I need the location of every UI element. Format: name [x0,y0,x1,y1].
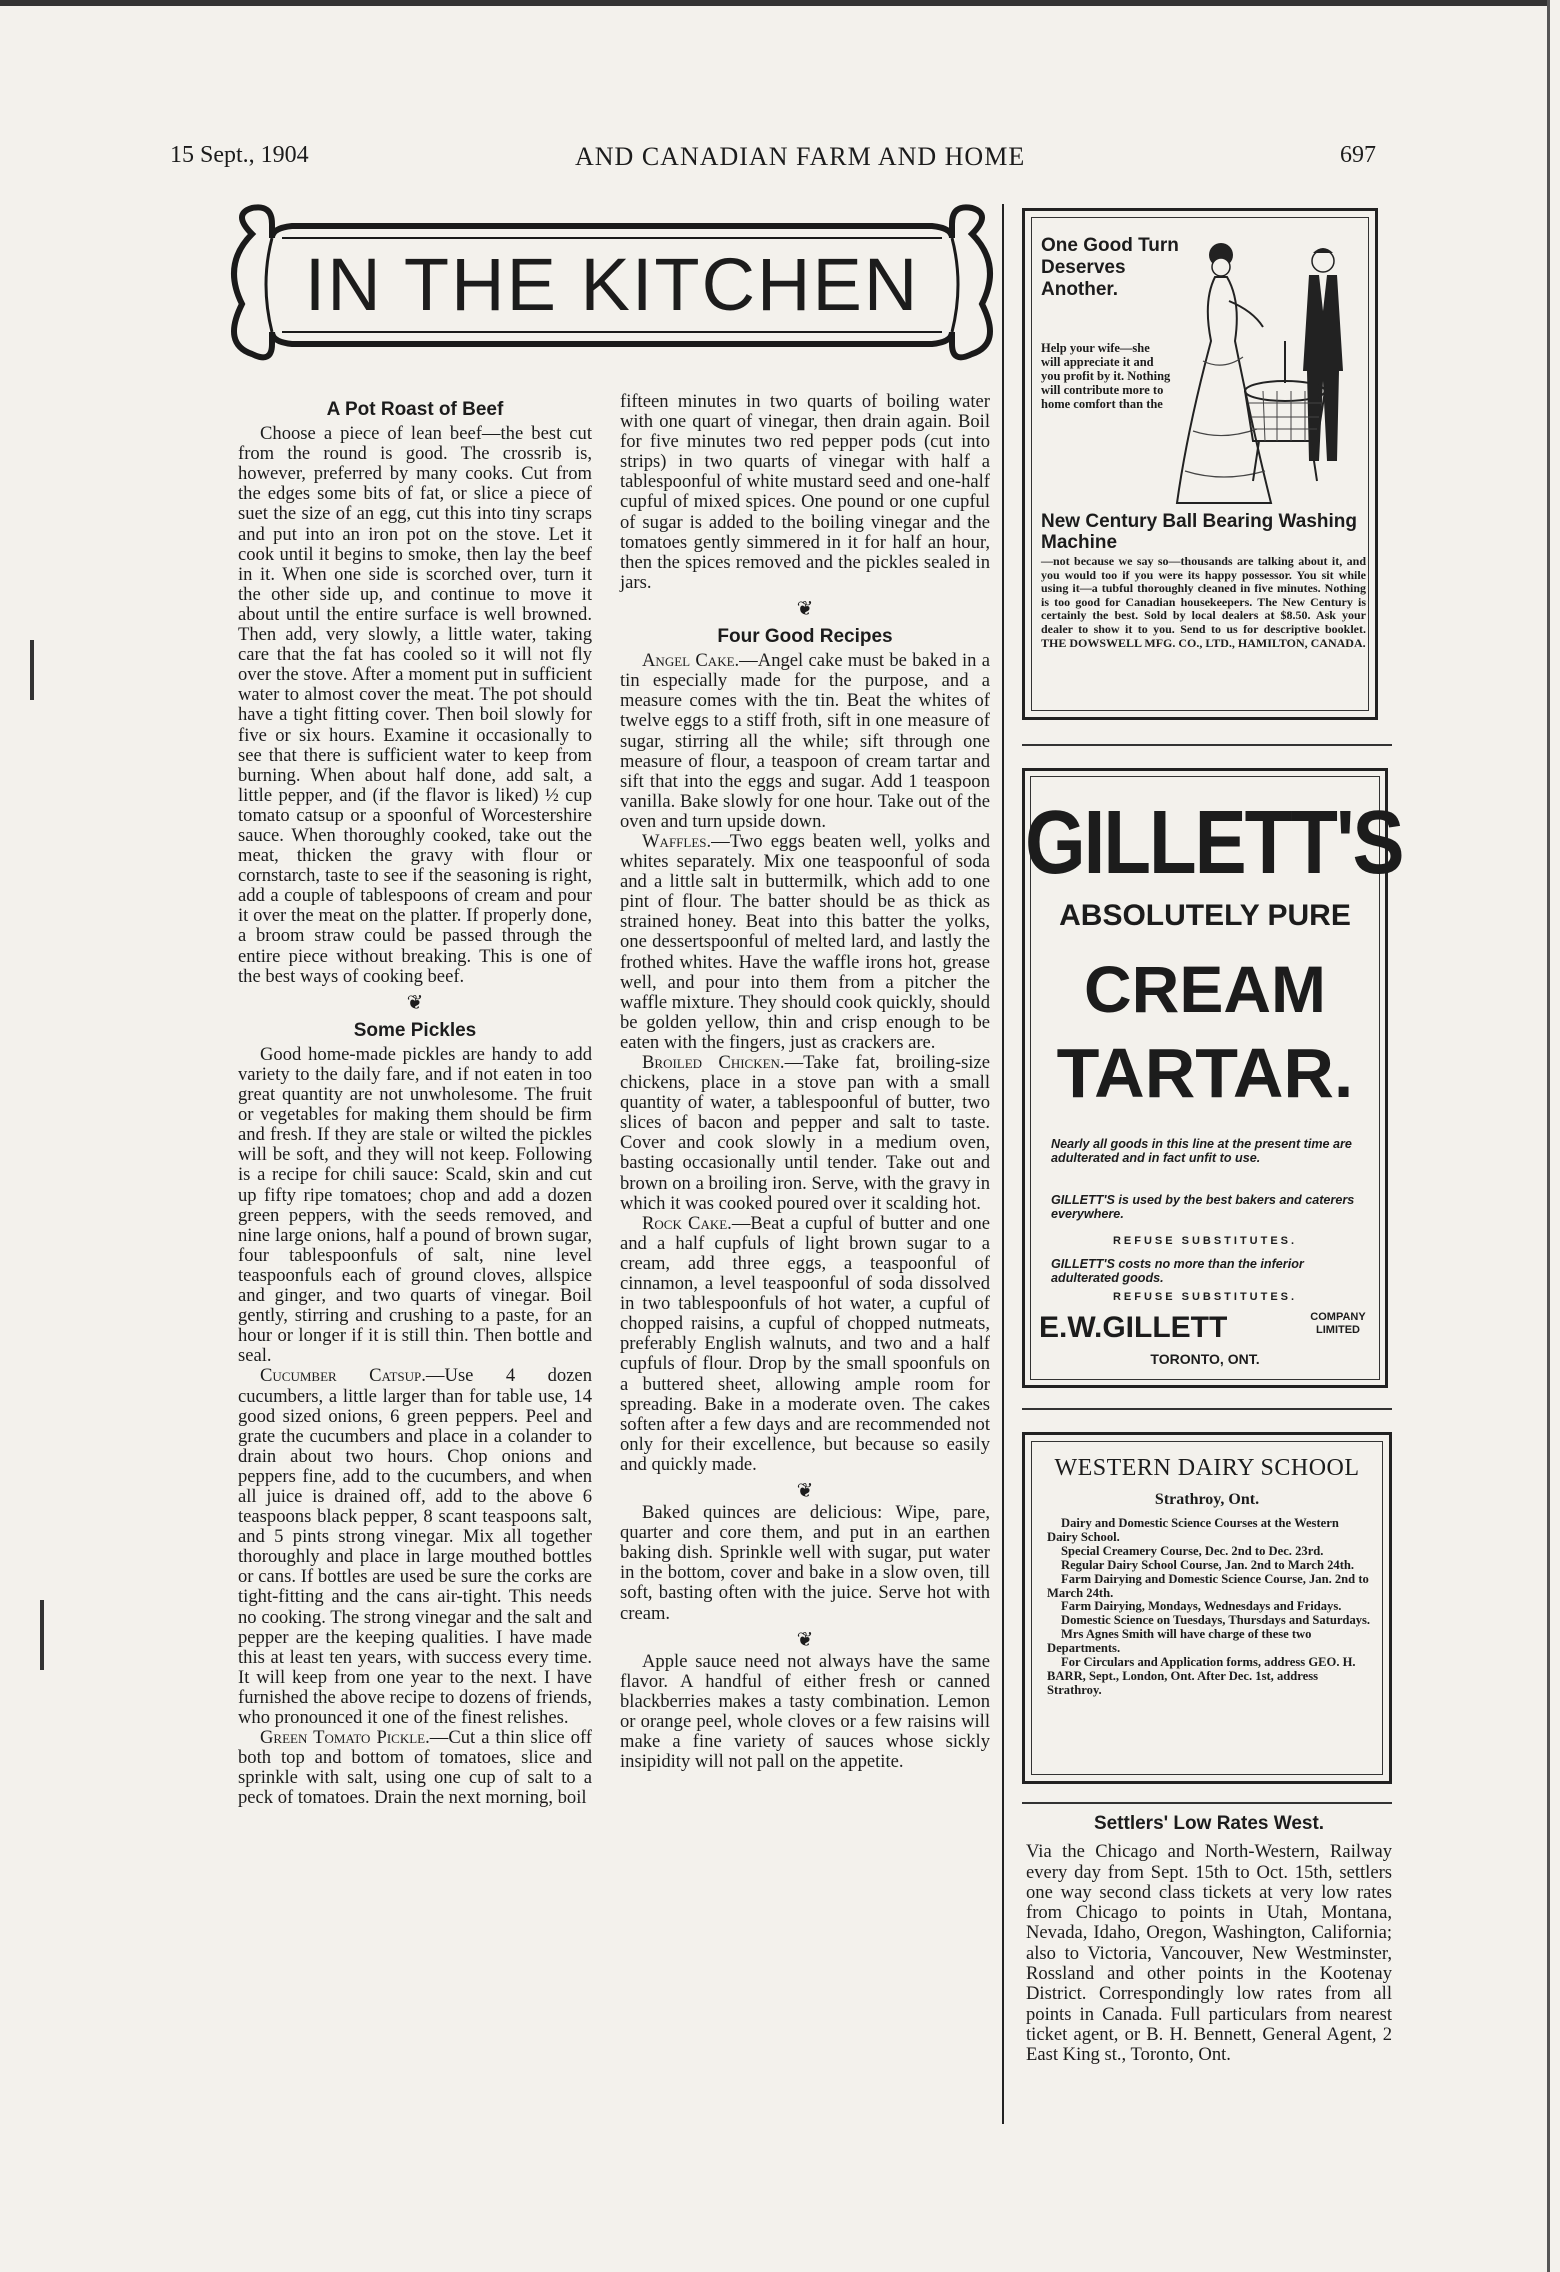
banner-title: IN THE KITCHEN [304,243,920,326]
product-name: New Century Ball Bearing Washing Machine [1041,511,1358,553]
ad-note-1: Nearly all goods in this line at the present time are adulterated and in fact unfit to use. [1051,1137,1352,1165]
top-edge [0,0,1548,6]
ad-intro: Help your wife—she will appreciate it and you profit by it. Nothing will contribute more to home comfort than the [1041,341,1171,411]
apple-sauce-text: Apple sauce need not always have the same flavor. A handful of either fresh or canned blackberries makes a tasty combination. Lemon or orange peel, whole cloves or a few raisins will make a fine variety of sauces whose sickly insipidity will not pall on the appetite. [620,1650,990,1773]
detail-line: Farm Dairying, Mondays, Wednesdays and Fridays. [1061,1599,1342,1614]
ornament-icon: ❦ [796,1479,814,1502]
company-limited: COMPANY LIMITED [1310,1311,1366,1336]
detail-line: Dairy and Domestic Science Courses at the Western Dairy School. [1047,1516,1339,1544]
ornament-icon: ❦ [796,597,814,620]
detail-line: Domestic Science on Tuesdays, Thursdays and Saturdays. [1061,1613,1371,1628]
school-details [1047,1517,1371,1698]
school-name: WESTERN DAIRY SCHOOL [1054,1455,1360,1481]
couple-washer-illustration [1173,231,1363,511]
broiled-chicken-label: Broiled Chicken. [642,1052,785,1073]
margin-mark [40,1600,44,1670]
waffles-paragraph [620,832,990,1053]
settlers-notice [1026,1814,1392,2066]
angel-cake-label: Angel Cake. [642,650,740,672]
detail-line: For Circulars and Application forms, address GEO. H. BARR, Sept., London, Ont. After Dec. 1st, address Strathroy. [1047,1655,1356,1697]
quinces-text: Baked quinces are delicious: Wipe, pare, quarter and core them, and put in an earthen baking dish. Sprinkle well with sugar, put water in the bottom, cover and bake in a slow oven, till soft, basting often with the juice. Serve hot with cream. [620,1502,990,1624]
heading-four-recipes: Four Good Recipes [717,626,893,648]
cucumber-catsup-paragraph [238,1366,592,1728]
dairy-school-ad [1022,1432,1392,1784]
product-line-cream: CREAM [1084,952,1326,1026]
broiled-chicken-paragraph [620,1053,990,1214]
detail-line: Special Creamery Course, Dec. 2nd to Dec. 23rd. [1061,1543,1324,1558]
green-tomato-paragraph [238,1728,592,1808]
broiled-chicken-text: —Take fat, broiling-size chickens, place in a stove pan with a small quantity of water, a tablespoonful of butter, two slices of bacon and pepper and salt to taste. Cover and cook slowly in a medium oven, basting occasionally until tender. Take out and brown on a broiling iron. Serve, with the gravy in which it was cooked poured over it scalding hot. [620,1052,990,1214]
ad-note-3: GILLETT'S costs no more than the inferior adulterated goods. [1051,1257,1304,1285]
gillett-ad [1022,768,1403,1388]
brand-name: GILLETT'S [1025,791,1403,893]
detail-line: Farm Dairying and Domestic Science Course, Jan. 2nd to March 24th. [1047,1571,1369,1600]
company-name: E.W.GILLETT [1039,1311,1228,1344]
cucumber-catsup-label: Cucumber Catsup. [260,1365,426,1387]
pot-roast-text: Choose a piece of lean beef—the best cut from the round is good. The crossrib is, however, preferred by many cooks. Cut from the edges some bits of fat, or slice a piece of suet the size of an egg, cut this into tiny scraps and put into an iron pot on the stove. Let it cook until it begins to smoke, then lay the beef in it. When one side is scorched over, turn it the other side up, and continue to move it about until the entire surface is well browned. Then add, very slowly, a little water, taking care that the fat has cooled so it will not fly over the stove. After a moment put in sufficient water to almost cover the meat. The pot should have a tight fitting cover. Then boil slowly for five or six hours. Examine it occasionally to see that there is sufficient water to keep from burning. When about half done, add salt, a little pepper, and (if the flavor is liked) ½ cup tomato catsup or a spoonful of Worcestershire sauce. When thoroughly cooked, take out the meat, thicken the gravy with flour or cornstarch, taste to see if the seasoning is right, add a couple of tablespoons of cream and pour it over the meat on the platter. If properly done, a broom straw could be passed through the entire piece without breaking. This is one of the best ways of cooking beef. [238,423,592,987]
margin-mark [30,640,34,700]
ad-body: —not because we say so—thousands are talking about it, and you would too if you were its happy possessor. You sit while using it—a tubful thoroughly cleaned in five minutes. Nothing is too good for Canadian housekeepers. The New Century is certainly the best. Sold by local dealers at $8.50. Ask your dealer to show it to you. Send to us for descriptive booklet. THE DOWSWELL MFG. CO., LTD., HAMILTON, CANADA. [1041,554,1366,650]
continued-text: fifteen minutes in two quarts of boiling water with one quart of vinegar, then drain again. Boil for five minutes two red pepper pods (cut into strips) in two quarts of vinegar with half a tablespoonful of white mustard seed and one-half cupful of mixed spices. One pound or one cupful of sugar is added to the boiling vinegar and the tomatoes gently simmered in it for half an hour, then the spices removed and the pickles sealed in jars. [620,391,990,593]
company-city: TORONTO, ONT. [1150,1351,1260,1367]
product-line-tartar: TARTAR. [1056,1034,1354,1112]
pickles-text: Good home-made pickles are handy to add variety to the daily fare, and if not eaten in too great quantity are not unwholesome. The fruit or vegetables for making them should be firm and fresh. If they are stale or wilted the pickles will be soft, and they will not keep. Following is a recipe for chili sauce: Scald, skin and cut up fifty ripe tomatoes; chop and add a dozen green peppers, with the seeds removed, and nine large onions, half a pound of brown sugar, four tablespoonfuls of salt, nine level teaspoonfuls each of ground cloves, allspice and ginger, and two quarts of vinegar. Boil gently, stirring and crushing to a paste, for an hour or longer if it is still thin. Then bottle and seal. [238,1043,592,1367]
waffles-label: Waffles. [642,830,712,852]
article-column-left [238,392,592,1808]
heading-pickles: Some Pickles [353,1019,477,1041]
angel-cake-paragraph [620,651,990,832]
detail-line: Mrs Agnes Smith will have charge of these two Departments. [1047,1627,1312,1656]
ad-divider [1022,1802,1392,1804]
ad-note-2: GILLETT'S is used by the best bakers and caterers everywhere. [1051,1193,1355,1221]
heading-pot-roast: A Pot Roast of Beef [326,399,504,420]
refuse-substitutes-2: REFUSE SUBSTITUTES. [1112,1291,1298,1303]
running-header [170,142,1390,182]
ad-divider [1022,1408,1392,1410]
ad-headline: One Good Turn Deserves Another. [1041,235,1179,300]
ad-divider [1022,744,1392,746]
section-banner [212,204,1012,374]
waffles-text: —Two eggs beaten well, yolks and whites separately. Mix one teaspoonful of soda and a little salt in buttermilk, which add to one pint of flour. The batter should be as thick as strained honey. Beat into this batter the yolks, one dessertspoonful of melted lard, and lastly the frothed whites. Have the waffle irons hot, grease well, and pour into them from a pitcher the waffle mixture. They should cook quickly, should be golden yellow, thin and crisp enough to be eaten with the fingers, just as crackers are. [620,830,990,1053]
issue-date: 15 Sept., 1904 [170,142,309,168]
cucumber-catsup-text: —Use 4 dozen cucumbers, a little larger than for table use, 14 good sized onions, 6 green peppers. Peel and grate the cucumbers and place in a colander to drain about two hours. Chop onions and peppers fine, add to the cucumbers, and when all juice is drained off, add to the above 6 teaspoons black pepper, 8 scant teaspoons salt, and 5 pints strong vinegar. Mix all together thoroughly and place in large mouthed bottles or cans. If bottles are used be sure the corks are tight-fitting and the cans air-tight. This needs no cooking. The strong vinegar and the salt and pepper are the keeping qualities. I have made this at least ten years, with success every time. It will keep from one year to the next. I have furnished the above recipe to dozens of friends, who pronounced it one of the finest relishes. [238,1365,592,1728]
ornament-icon: ❦ [406,991,424,1014]
column-divider [1002,204,1004,2124]
publication-title: AND CANADIAN FARM AND HOME [575,142,1026,171]
rock-cake-label: Rock Cake. [642,1212,732,1234]
article-column-right [620,392,990,1772]
school-location: Strathroy, Ont. [1154,1491,1260,1508]
right-edge [1547,0,1550,2272]
rock-cake-paragraph [620,1214,990,1475]
tagline: ABSOLUTELY PURE [1059,899,1351,932]
green-tomato-label: Green Tomato Pickle. [260,1727,430,1749]
detail-line: Regular Dairy School Course, Jan. 2nd to March 24th. [1061,1557,1355,1572]
ornament-icon: ❦ [796,1628,814,1651]
page-number: 697 [1340,142,1376,168]
refuse-substitutes-1: REFUSE SUBSTITUTES. [1112,1235,1298,1247]
settlers-heading: Settlers' Low Rates West. [1093,1813,1325,1834]
rock-cake-text: —Beat a cupful of butter and one and a half cupfuls of light brown sugar to a cream, add three eggs, a teaspoonful of cinnamon, a level teaspoonful of soda dissolved in two tablespoonfuls of hot water, a cupful of chopped raisins, a cupful of chopped nutmeats, preferably English walnuts, and two and a half cupfuls of flour. Drop by the small spoonfuls on a buttered sheet, allowing ample room for spreading. Bake in a moderate oven. The cakes soften after a few days and are recommended not only for their excellence, but because so easily and quickly made. [620,1212,991,1475]
washing-machine-ad [1022,208,1378,720]
settlers-text: Via the Chicago and North-Western, Railway every day from Sept. 15th to Oct. 15th, settlers one way second class tickets at very low rates from Chicago to points in Utah, Montana, Nevada, Idaho, Oregon, Washington, California; also to Victoria, Vancouver, New Westminster, Rossland and other points in the Kootenay District. Correspondingly low rates from all points in Canada. Full particulars from nearest ticket agent, or B. H. Bennett, General Agent, 2 East King st., Toronto, Ont. [1026,1841,1392,2066]
angel-cake-text: —Angel cake must be baked in a tin especially made for the purpose, and a measure comes with the tin. Beat the whites of twelve eggs to a stiff froth, sift in one measure of sugar, stirring all the while; sift through one measure of flour, a teaspoon of cream tartar and sift that into the eggs and sugar. Add 1 teaspoon vanilla. Bake slowly for one hour. Take out of the oven and turn upside down. [620,650,990,832]
green-tomato-text: —Cut a thin slice off both top and bottom of tomatoes, slice and sprinkle with salt, using one cup of salt to a peck of tomatoes. Drain the next morning, boil [238,1727,593,1809]
